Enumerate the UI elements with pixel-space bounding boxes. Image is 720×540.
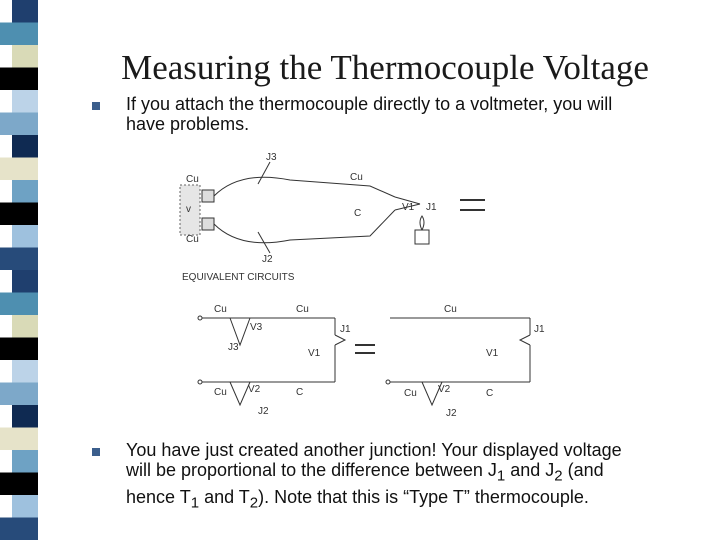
- bullet-marker-2: [92, 448, 100, 456]
- label-v1-top: V1: [402, 202, 415, 213]
- stripe-block: [0, 338, 38, 361]
- label-right-v1: V1: [486, 348, 499, 359]
- bullet-1-line-1: If you attach the thermocouple directly to a voltmeter, you will: [126, 94, 613, 114]
- label-c-wire: C: [354, 208, 362, 219]
- bullet-2-line-3: hence $T_1$ and $T_2$). Note that this is “Type T” thermocouple.: [126, 486, 589, 512]
- bullet-marker-1: [92, 102, 100, 110]
- stripe-block: [12, 45, 38, 68]
- stripe-block: [0, 428, 38, 451]
- label-left-j1: J1: [340, 324, 351, 335]
- label-j1-top: J1: [426, 202, 437, 213]
- stripe-block: [0, 23, 38, 46]
- label-cu-left-bottom: Cu: [186, 234, 199, 245]
- decorative-side-stripe: [0, 0, 50, 540]
- stripe-block: [12, 405, 38, 428]
- bullet-text-2: [126, 440, 706, 513]
- stripe-block: [12, 180, 38, 203]
- stripe-block: [12, 315, 38, 338]
- stripe-block: [12, 270, 38, 293]
- stripe-block: [12, 90, 38, 113]
- label-left-v3: V3: [250, 322, 263, 333]
- stripe-block: [0, 473, 38, 496]
- label-left-cu-bottom: Cu: [214, 387, 227, 398]
- stripe-block: [12, 225, 38, 248]
- stripe-block: [0, 293, 38, 316]
- equivalent-circuits-label: EQUIVALENT CIRCUITS: [182, 272, 295, 283]
- label-cu-wire: Cu: [350, 172, 363, 183]
- label-left-j3: J3: [228, 342, 239, 353]
- label-right-j1: J1: [534, 324, 545, 335]
- label-right-v2: V2: [438, 384, 451, 395]
- stripe-block: [0, 68, 38, 91]
- label-v-left: v: [186, 204, 191, 215]
- label-j3-top: J3: [266, 152, 277, 163]
- label-right-cu-bottom: Cu: [404, 388, 417, 399]
- bullet-2-line-2: will be proportional to the difference between $J_1$ and $J_2$ (and: [126, 460, 604, 485]
- bullet-1-line-2: have problems.: [126, 114, 250, 134]
- label-right-j2: J2: [446, 408, 457, 419]
- stripe-block: [0, 248, 38, 271]
- stripe-block: [12, 135, 38, 158]
- stripe-block: [0, 203, 38, 226]
- thermocouple-diagram: [170, 150, 570, 425]
- stripe-block: [12, 495, 38, 518]
- bullet-text-1: [126, 94, 706, 134]
- stripe-block: [0, 113, 38, 136]
- label-right-c: C: [486, 388, 494, 399]
- label-right-cu-top: Cu: [444, 304, 457, 315]
- slide-title: Measuring the Thermocouple Voltage: [121, 48, 649, 87]
- label-j2-top: J2: [262, 254, 273, 265]
- label-left-cu-top-right: Cu: [296, 304, 309, 315]
- label-cu-left-top: Cu: [186, 174, 199, 185]
- stripe-block: [0, 383, 38, 406]
- label-left-j2: J2: [258, 406, 269, 417]
- stripe-block: [12, 450, 38, 473]
- stripe-block: [0, 518, 38, 540]
- label-left-c: C: [296, 387, 304, 398]
- stripe-block: [12, 360, 38, 383]
- label-left-v2: V2: [248, 384, 261, 395]
- label-left-v1: V1: [308, 348, 321, 359]
- bullet-2-line-1: You have just created another junction! Your displayed voltage: [126, 440, 622, 460]
- stripe-block: [0, 158, 38, 181]
- stripe-block: [12, 0, 38, 23]
- label-left-cu-top-left: Cu: [214, 304, 227, 315]
